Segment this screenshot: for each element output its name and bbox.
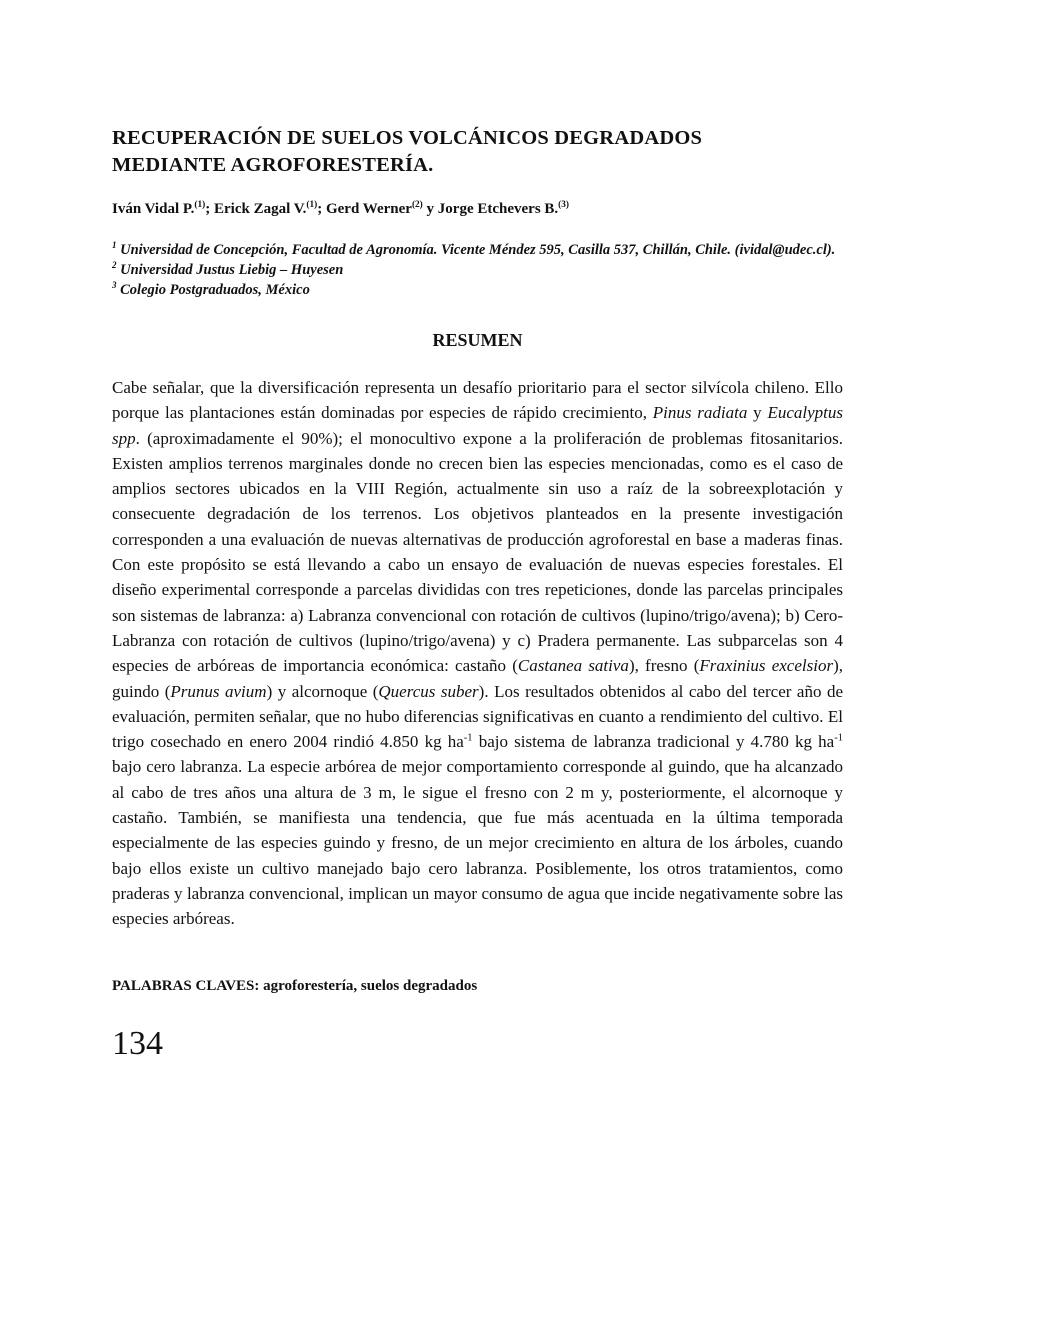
abstract-paragraph: Cabe señalar, que la diversificación representa un desafío prioritario para el sector silvícola chileno. Ello porque las plantaciones están dominadas por especies de rápido crecimiento, Pinus radiata y Eucalyptus spp. (aproximadamente el 90%); el monocultivo expone a la proliferación de problemas fitosanitarios. Existen amplios terrenos marginales donde no crecen bien las especies mencionadas, como es el caso de amplios sectores ubicados en la VIII Región, actualmente sin uso a raíz de la sobreexplotación y consecuente degradación de los terrenos. Los objetivos planteados en la presente investigación corresponden a una evaluación de nuevas alternativas de producción agroforestal en base a maderas finas. Con este propósito se está llevando a cabo un ensayo de evaluación de nuevas especies forestales. El diseño experimental corresponde a parcelas divididas con tres repeticiones, donde las parcelas principales son sistemas de labranza: a) Labranza convencional con rotación de cultivos (lupino/trigo/avena); b) Cero-Labranza con rotación de cultivos (lupino/trigo/avena) y c) Pradera permanente. Las subparcelas son 4 especies de arbóreas de importancia económica: castaño (Castanea sativa), fresno (Fraxinius excelsior), guindo (Prunus avium) y alcornoque (Quercus suber). Los resultados obtenidos al cabo del tercer año de evaluación, permiten señalar, que no hubo diferencias significativas en cuanto a rendimiento del cultivo. El trigo cosechado en enero 2004 rindió 4.850 kg $ha^{-1}$ bajo sistema de labranza tradicional y 4.780 kg $ha^{-1}$ bajo cero labranza. La especie arbórea de mejor comportamiento corresponde al guindo, que ha alcanzado al cabo de tres años una altura de 3 m, le sigue el fresno con 2 m y, posteriormente, el alcornoque y castaño. También, se manifiesta una tendencia, que fue más acentuada en la última temporada especialmente de las especies guindo y fresno, de un mejor crecimiento en altura de los árboles, cuando bajo ellos existe un cultivo manejado bajo cero labranza. Posiblemente, los otros tratamientos, como praderas y labranza convencional, implican un mayor consumo de agua que incide negativamente sobre las especies arbóreas. bbox=[112, 378, 844, 929]
paper-title: RECUPERACIÓN DE SUELOS VOLCÁNICOS DEGRADADOS MEDIANTE AGROFORESTERÍA. bbox=[112, 127, 703, 176]
affiliation-item: $^2$ Universidad Justus Liebig – Huyesen bbox=[112, 260, 344, 278]
page-number: 134 bbox=[112, 1024, 163, 1062]
affiliation-item: $^3$ Colegio Postgraduados, México bbox=[112, 280, 310, 298]
abstract-heading: RESUMEN bbox=[432, 330, 523, 350]
affiliations-block bbox=[112, 240, 843, 300]
keywords-line: PALABRAS CLAVES: agroforestería, suelos degradados bbox=[112, 977, 478, 994]
authors-line: Iván Vidal P.$^{(1)}$; Erick Zagal V.$^{(1)}$; Gerd Werner$^{(2)}$ y Jorge Etchevers B.$^{(3)}$ bbox=[112, 200, 570, 217]
affiliation-item: $^1$ Universidad de Concepción, Facultad de Agronomía. Vicente Méndez 595, Casilla 537, Chillán, Chile. (ividal@udec.cl). bbox=[112, 240, 836, 258]
